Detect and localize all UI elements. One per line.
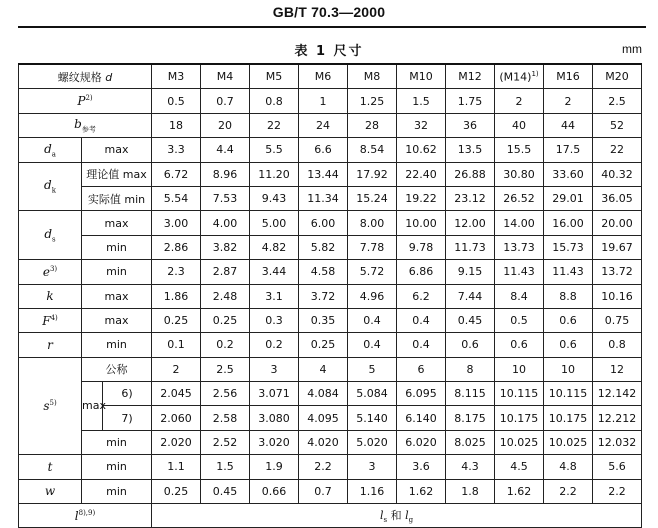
value-cell: 12.032 xyxy=(593,430,642,454)
standard-header: GB/T 70.3—2000 xyxy=(272,4,386,20)
value-cell: 10 xyxy=(544,357,593,381)
table-row xyxy=(19,260,642,284)
table-row xyxy=(19,235,642,259)
value-cell: 3.82 xyxy=(201,235,250,259)
value-cell: 0.8 xyxy=(593,333,642,357)
size-cell xyxy=(495,64,544,89)
value-cell: 8.025 xyxy=(446,430,495,454)
qualifier-cell: min xyxy=(82,479,152,503)
symbol-note: 3) xyxy=(49,264,58,273)
value-cell: 9.43 xyxy=(250,186,299,210)
value-cell: 11.43 xyxy=(544,260,593,284)
value-cell: 8.175 xyxy=(446,406,495,430)
qualifier-cell: 理论值 max xyxy=(82,162,152,186)
value-cell: 2.2 xyxy=(299,455,348,479)
value-cell: 8.00 xyxy=(348,211,397,235)
value-cell: 3 xyxy=(250,357,299,381)
value-cell: 2.020 xyxy=(152,430,201,454)
symbol-subscript: a xyxy=(51,150,56,159)
value-cell: 44 xyxy=(544,113,593,137)
symbol: d xyxy=(44,141,52,156)
value-cell: 0.45 xyxy=(446,308,495,332)
value-cell: 0.25 xyxy=(201,308,250,332)
symbol-subscript: s xyxy=(52,235,56,244)
value-cell: 9.15 xyxy=(446,260,495,284)
symbol: d xyxy=(44,178,52,193)
label-cell xyxy=(19,260,82,284)
unit-label: mm xyxy=(622,42,642,56)
value-cell: 2.56 xyxy=(201,382,250,406)
value-cell: 3.3 xyxy=(152,138,201,162)
value-cell: 6.020 xyxy=(397,430,446,454)
value-cell: 3 xyxy=(348,455,397,479)
value-cell: 1.62 xyxy=(397,479,446,503)
value-cell: 8.54 xyxy=(348,138,397,162)
table-row xyxy=(19,162,642,186)
ls-subscript: s xyxy=(383,516,388,525)
symbol: s xyxy=(43,398,50,413)
lg-symbol: l xyxy=(405,509,409,523)
label-cell xyxy=(19,504,152,528)
value-cell: 36.05 xyxy=(593,186,642,210)
symbol: b xyxy=(74,116,82,131)
value-cell: 1.25 xyxy=(348,89,397,113)
value-cell: 29.01 xyxy=(544,186,593,210)
value-cell: 26.88 xyxy=(446,162,495,186)
table-row xyxy=(19,308,642,332)
value-cell: 10.025 xyxy=(544,430,593,454)
value-cell: 0.45 xyxy=(201,479,250,503)
value-cell: 20.00 xyxy=(593,211,642,235)
value-cell: 40 xyxy=(495,113,544,137)
value-cell: 10.16 xyxy=(593,284,642,308)
value-cell: 2.48 xyxy=(201,284,250,308)
label-cell xyxy=(19,308,82,332)
symbol-subscript: k xyxy=(51,186,56,195)
value-cell: 1.86 xyxy=(152,284,201,308)
value-cell: 22 xyxy=(593,138,642,162)
label-cell xyxy=(19,138,82,162)
value-cell: 15.5 xyxy=(495,138,544,162)
value-cell: 2.2 xyxy=(593,479,642,503)
value-cell: 10.00 xyxy=(397,211,446,235)
value-cell: 10.62 xyxy=(397,138,446,162)
value-cell: 4.3 xyxy=(446,455,495,479)
size-cell: M20 xyxy=(593,64,642,89)
value-cell: 2.045 xyxy=(152,382,201,406)
value-cell: 0.8 xyxy=(250,89,299,113)
value-cell: 4.4 xyxy=(201,138,250,162)
value-cell: 5.084 xyxy=(348,382,397,406)
size-value: (M14) xyxy=(499,70,532,84)
value-cell: 2 xyxy=(544,89,593,113)
table-caption: 表 1 尺寸 xyxy=(294,44,364,59)
value-cell: 13.5 xyxy=(446,138,495,162)
value-cell: 10.115 xyxy=(495,382,544,406)
size-cell: M12 xyxy=(446,64,495,89)
value-cell: 0.25 xyxy=(299,333,348,357)
value-cell: 1.5 xyxy=(201,455,250,479)
value-cell: 7.53 xyxy=(201,186,250,210)
length-note-cell xyxy=(152,504,642,528)
value-cell: 0.3 xyxy=(250,308,299,332)
value-cell: 2.58 xyxy=(201,406,250,430)
value-cell: 1.8 xyxy=(446,479,495,503)
value-cell: 26.52 xyxy=(495,186,544,210)
qualifier-cell: min xyxy=(82,235,152,259)
subqualifier-cell: 6) xyxy=(103,382,152,406)
value-cell: 8.96 xyxy=(201,162,250,186)
value-cell: 0.4 xyxy=(397,333,446,357)
label-cell xyxy=(19,479,82,503)
value-cell: 23.12 xyxy=(446,186,495,210)
value-cell: 2.5 xyxy=(593,89,642,113)
value-cell: 11.43 xyxy=(495,260,544,284)
value-cell: 2.2 xyxy=(544,479,593,503)
table-row xyxy=(19,186,642,210)
value-cell: 13.44 xyxy=(299,162,348,186)
value-cell: 36 xyxy=(446,113,495,137)
spec-symbol: d xyxy=(105,70,113,84)
spec-label: 螺纹规格 xyxy=(57,70,102,84)
value-cell: 0.5 xyxy=(152,89,201,113)
value-cell: 5.00 xyxy=(250,211,299,235)
size-cell: M8 xyxy=(348,64,397,89)
table-row xyxy=(19,138,642,162)
symbol: w xyxy=(44,484,56,499)
value-cell: 1.5 xyxy=(397,89,446,113)
value-cell: 4.58 xyxy=(299,260,348,284)
symbol: r xyxy=(47,337,53,352)
label-cell xyxy=(19,455,82,479)
value-cell: 28 xyxy=(348,113,397,137)
value-cell: 16.00 xyxy=(544,211,593,235)
subqualifier-cell: 7) xyxy=(103,406,152,430)
value-cell: 0.66 xyxy=(250,479,299,503)
value-cell: 18 xyxy=(152,113,201,137)
qualifier-cell: max xyxy=(82,138,152,162)
value-cell: 2.3 xyxy=(152,260,201,284)
value-cell: 10.175 xyxy=(544,406,593,430)
label-cell xyxy=(19,89,152,113)
value-cell: 15.24 xyxy=(348,186,397,210)
qualifier-cell: min xyxy=(82,333,152,357)
label-cell xyxy=(19,333,82,357)
value-cell: 17.5 xyxy=(544,138,593,162)
table-row xyxy=(19,455,642,479)
value-cell: 3.071 xyxy=(250,382,299,406)
value-cell: 4.96 xyxy=(348,284,397,308)
label-cell xyxy=(19,211,82,260)
dimensions-table xyxy=(18,63,642,528)
lg-subscript: g xyxy=(408,516,414,525)
value-cell: 4.00 xyxy=(201,211,250,235)
table-row xyxy=(19,406,642,430)
value-cell: 12.142 xyxy=(593,382,642,406)
value-cell: 1.62 xyxy=(495,479,544,503)
value-cell: 0.35 xyxy=(299,308,348,332)
value-cell: 19.22 xyxy=(397,186,446,210)
value-cell: 5.020 xyxy=(348,430,397,454)
value-cell: 0.6 xyxy=(495,333,544,357)
value-cell: 6 xyxy=(397,357,446,381)
qualifier-cell: min xyxy=(82,260,152,284)
symbol: e xyxy=(42,264,50,279)
value-cell: 19.67 xyxy=(593,235,642,259)
value-cell: 40.32 xyxy=(593,162,642,186)
symbol-note: 4) xyxy=(50,313,58,322)
value-cell: 52 xyxy=(593,113,642,137)
value-cell: 0.4 xyxy=(348,308,397,332)
size-cell: M4 xyxy=(201,64,250,89)
value-cell: 8.115 xyxy=(446,382,495,406)
value-cell: 0.1 xyxy=(152,333,201,357)
value-cell: 0.2 xyxy=(250,333,299,357)
value-cell: 22.40 xyxy=(397,162,446,186)
value-cell: 10 xyxy=(495,357,544,381)
symbol-subscript: 参考 xyxy=(81,125,96,134)
symbol-note: 5) xyxy=(49,398,57,407)
value-cell: 6.72 xyxy=(152,162,201,186)
value-cell: 0.25 xyxy=(152,479,201,503)
qualifier-cell: max xyxy=(82,308,152,332)
value-cell: 30.80 xyxy=(495,162,544,186)
value-cell: 0.4 xyxy=(348,333,397,357)
value-cell: 8.4 xyxy=(495,284,544,308)
value-cell: 12.00 xyxy=(446,211,495,235)
value-cell: 1.9 xyxy=(250,455,299,479)
value-cell: 2.87 xyxy=(201,260,250,284)
value-cell: 2.52 xyxy=(201,430,250,454)
symbol: d xyxy=(44,227,53,242)
label-cell xyxy=(19,162,82,211)
value-cell: 9.78 xyxy=(397,235,446,259)
value-cell: 3.72 xyxy=(299,284,348,308)
value-cell: 3.020 xyxy=(250,430,299,454)
value-cell: 13.72 xyxy=(593,260,642,284)
table-row xyxy=(19,479,642,503)
value-cell: 2 xyxy=(152,357,201,381)
value-cell: 10.175 xyxy=(495,406,544,430)
table-row xyxy=(19,284,642,308)
value-cell: 13.73 xyxy=(495,235,544,259)
label-cell xyxy=(19,357,82,455)
value-cell: 32 xyxy=(397,113,446,137)
table-row xyxy=(19,64,642,89)
value-cell: 0.7 xyxy=(201,89,250,113)
table-row xyxy=(19,211,642,235)
qualifier-cell: 公称 xyxy=(82,357,152,381)
value-cell: 6.095 xyxy=(397,382,446,406)
value-cell: 5.5 xyxy=(250,138,299,162)
value-cell: 3.00 xyxy=(152,211,201,235)
value-cell: 14.00 xyxy=(495,211,544,235)
symbol: l xyxy=(74,508,79,523)
and-text: 和 xyxy=(387,509,406,523)
label-cell xyxy=(19,284,82,308)
value-cell: 33.60 xyxy=(544,162,593,186)
value-cell: 2.5 xyxy=(201,357,250,381)
value-cell: 0.75 xyxy=(593,308,642,332)
ls-symbol: l xyxy=(379,509,384,523)
value-cell: 6.6 xyxy=(299,138,348,162)
value-cell: 2 xyxy=(495,89,544,113)
table-row xyxy=(19,89,642,113)
value-cell: 3.44 xyxy=(250,260,299,284)
value-cell: 11.20 xyxy=(250,162,299,186)
qualifier-cell: max xyxy=(82,211,152,235)
symbol: t xyxy=(47,459,53,474)
value-cell: 17.92 xyxy=(348,162,397,186)
qualifier-cell: 实际值 min xyxy=(82,186,152,210)
value-cell: 5.6 xyxy=(593,455,642,479)
value-cell: 1.75 xyxy=(446,89,495,113)
symbol-note: 2) xyxy=(85,94,93,103)
table-row xyxy=(19,333,642,357)
value-cell: 4.020 xyxy=(299,430,348,454)
qualifier-cell: max xyxy=(82,382,103,431)
value-cell: 0.6 xyxy=(544,333,593,357)
value-cell: 4.5 xyxy=(495,455,544,479)
size-cell: M6 xyxy=(299,64,348,89)
size-cell: M5 xyxy=(250,64,299,89)
symbol: k xyxy=(46,289,54,304)
value-cell: 0.5 xyxy=(495,308,544,332)
value-cell: 1 xyxy=(299,89,348,113)
value-cell: 4.095 xyxy=(299,406,348,430)
value-cell: 2.86 xyxy=(152,235,201,259)
value-cell: 0.25 xyxy=(152,308,201,332)
value-cell: 12.212 xyxy=(593,406,642,430)
value-cell: 5.140 xyxy=(348,406,397,430)
value-cell: 6.140 xyxy=(397,406,446,430)
value-cell: 7.44 xyxy=(446,284,495,308)
value-cell: 20 xyxy=(201,113,250,137)
qualifier-cell: min xyxy=(82,430,152,454)
value-cell: 10.025 xyxy=(495,430,544,454)
value-cell: 8.8 xyxy=(544,284,593,308)
value-cell: 22 xyxy=(250,113,299,137)
value-cell: 15.73 xyxy=(544,235,593,259)
table-row xyxy=(19,382,642,406)
value-cell: 3.1 xyxy=(250,284,299,308)
table-row xyxy=(19,357,642,381)
value-cell: 1.1 xyxy=(152,455,201,479)
value-cell: 11.73 xyxy=(446,235,495,259)
value-cell: 8 xyxy=(446,357,495,381)
symbol-note: 8),9) xyxy=(78,508,96,517)
value-cell: 24 xyxy=(299,113,348,137)
header-rule xyxy=(18,26,646,28)
value-cell: 4.8 xyxy=(544,455,593,479)
value-cell: 4.82 xyxy=(250,235,299,259)
value-cell: 7.78 xyxy=(348,235,397,259)
table-row xyxy=(19,430,642,454)
symbol: F xyxy=(42,313,51,328)
value-cell: 1.16 xyxy=(348,479,397,503)
symbol: P xyxy=(77,94,86,109)
value-cell: 5.82 xyxy=(299,235,348,259)
value-cell: 6.2 xyxy=(397,284,446,308)
value-cell: 10.115 xyxy=(544,382,593,406)
table-row xyxy=(19,113,642,137)
size-cell: M3 xyxy=(152,64,201,89)
value-cell: 0.2 xyxy=(201,333,250,357)
value-cell: 12 xyxy=(593,357,642,381)
value-cell: 2.060 xyxy=(152,406,201,430)
size-note: 1) xyxy=(531,69,539,78)
value-cell: 3.080 xyxy=(250,406,299,430)
value-cell: 0.6 xyxy=(446,333,495,357)
value-cell: 4.084 xyxy=(299,382,348,406)
value-cell: 5.72 xyxy=(348,260,397,284)
value-cell: 6.00 xyxy=(299,211,348,235)
value-cell: 3.6 xyxy=(397,455,446,479)
value-cell: 0.7 xyxy=(299,479,348,503)
value-cell: 0.6 xyxy=(544,308,593,332)
label-cell xyxy=(19,113,152,137)
spec-label-cell xyxy=(19,64,152,89)
value-cell: 11.34 xyxy=(299,186,348,210)
value-cell: 5.54 xyxy=(152,186,201,210)
size-cell: M10 xyxy=(397,64,446,89)
table-row xyxy=(19,504,642,528)
value-cell: 0.4 xyxy=(397,308,446,332)
value-cell: 5 xyxy=(348,357,397,381)
size-cell: M16 xyxy=(544,64,593,89)
qualifier-cell: max xyxy=(82,284,152,308)
qualifier-cell: min xyxy=(82,455,152,479)
value-cell: 6.86 xyxy=(397,260,446,284)
value-cell: 4 xyxy=(299,357,348,381)
